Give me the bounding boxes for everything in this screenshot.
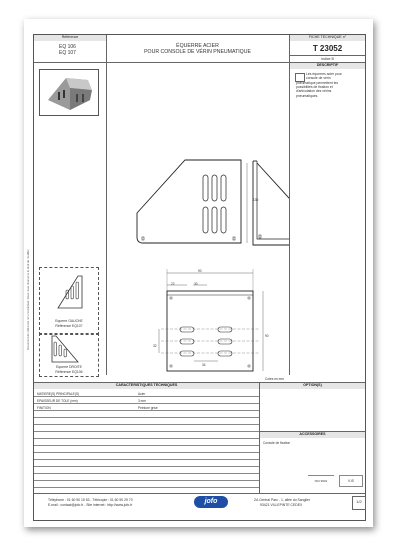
description-line-3: pneumatique permettent les <box>296 80 339 85</box>
title-line1: ÉQUERRE ACIER <box>176 43 219 49</box>
brand-text: jofo <box>204 498 218 505</box>
description-title: DESCRIPTIF <box>290 63 365 69</box>
char-value-1: Acier <box>138 392 146 396</box>
char-label-3: FINITION <box>37 406 51 410</box>
characteristics-title: CARACTERISTIQUES TECHNIQUES <box>34 383 259 389</box>
iso-badge <box>308 475 334 486</box>
photo-bracket-icon <box>40 70 98 115</box>
units-note: Cotes en mm <box>265 377 284 381</box>
char-label-2: EPAISSEUR DE TOLE (mm) <box>37 399 78 403</box>
reference-1: EQ 106 <box>59 44 76 50</box>
dim-90-side: 90 <box>265 334 269 338</box>
table-row <box>34 473 259 474</box>
dim-22: 22 <box>171 282 175 286</box>
table-row <box>34 410 259 411</box>
table-row <box>34 459 259 460</box>
right-column-divider <box>289 35 290 375</box>
options-column-divider <box>259 383 260 493</box>
reference-2: EQ 107 <box>59 50 76 56</box>
footer-divider <box>34 493 365 494</box>
table-row <box>34 424 259 425</box>
variant-left-label: Equerre GAUCHE <box>55 319 83 323</box>
front-view <box>137 160 241 243</box>
reference-label: Référence <box>34 35 106 41</box>
char-value-2: 3 mm <box>138 399 146 403</box>
variant-right-label: Equerre DROITE <box>56 365 82 369</box>
certification-logo-text: V.iS <box>348 478 354 483</box>
title-line2: POUR CONSOLE DE VÉRIN PNEUMATIQUE <box>144 49 251 55</box>
technical-drawing <box>107 63 289 375</box>
side-note: Document de référence non contractuel. Nous nous réservons le droit de modifier <box>26 249 30 350</box>
description-line-1: Les équerres acier pour <box>306 72 342 76</box>
right-bracket-icon <box>40 334 98 364</box>
sheet-index: indice B <box>321 57 334 61</box>
table-row <box>34 396 259 397</box>
footer-address-2: 93421 VILLEPINTE CEDEX <box>260 503 303 507</box>
description-line-6: pneumatiques. <box>296 93 319 98</box>
dim-width-top: 90 <box>198 269 202 273</box>
iso-text: ISO 9001 <box>314 479 328 483</box>
variant-right <box>39 333 99 377</box>
certification-logo <box>339 475 363 487</box>
sheet-number: T 23052 <box>312 44 343 53</box>
char-label-1: MATIERE(S) PRINCIPALE(S) <box>37 392 80 396</box>
dim-height-side: 130 <box>253 198 259 202</box>
variant-left-ref: Référence EQ107 <box>55 323 83 328</box>
options-title: OPTION(S) <box>260 383 365 389</box>
footer-email: E-mail : contact@jofo.fr - Site internet : http://www.jofo.fr <box>48 503 133 507</box>
footer-address-1: ZA Central Parc - 1, allée du Sanglier <box>254 498 310 502</box>
table-row <box>34 438 259 439</box>
accessories-title: ACCESSOIRES <box>260 432 365 438</box>
table-row <box>34 445 259 446</box>
table-row <box>34 417 259 418</box>
table-row <box>34 480 259 481</box>
dim-34: 34 <box>202 363 206 367</box>
table-row <box>34 403 259 404</box>
page-number: 1/2 <box>356 499 362 504</box>
variant-right-ref: Référence EQ106 <box>55 369 83 374</box>
accessories-text: Console de fixation <box>263 441 291 445</box>
page-number-box <box>352 496 366 510</box>
description-line-2: console de vérin <box>306 76 331 81</box>
sheet-label: FICHE TECHNIQUE n° <box>290 35 365 41</box>
char-value-3: Peinture grise <box>138 406 158 410</box>
footer-phone: Téléphone : 01 60 90 15 53 - Télécopie : 01 60 90 29 70 <box>48 498 133 502</box>
table-row <box>34 487 259 488</box>
sheet-frame <box>26 34 366 521</box>
index-divider <box>290 55 365 56</box>
dim-32: 32 <box>153 344 157 348</box>
variant-left <box>39 267 99 335</box>
left-bracket-icon <box>40 268 98 312</box>
table-row <box>34 452 259 453</box>
table-row <box>34 466 259 467</box>
description-line-5: d'articulation des vérins <box>296 89 332 94</box>
side-view <box>247 161 289 245</box>
brand-logo <box>194 496 228 508</box>
description-line-4: possibilités de fixation et <box>296 84 333 89</box>
product-photo <box>39 69 99 116</box>
table-row <box>34 431 259 432</box>
document-page <box>24 19 373 527</box>
dim-30: 30 <box>194 282 198 286</box>
